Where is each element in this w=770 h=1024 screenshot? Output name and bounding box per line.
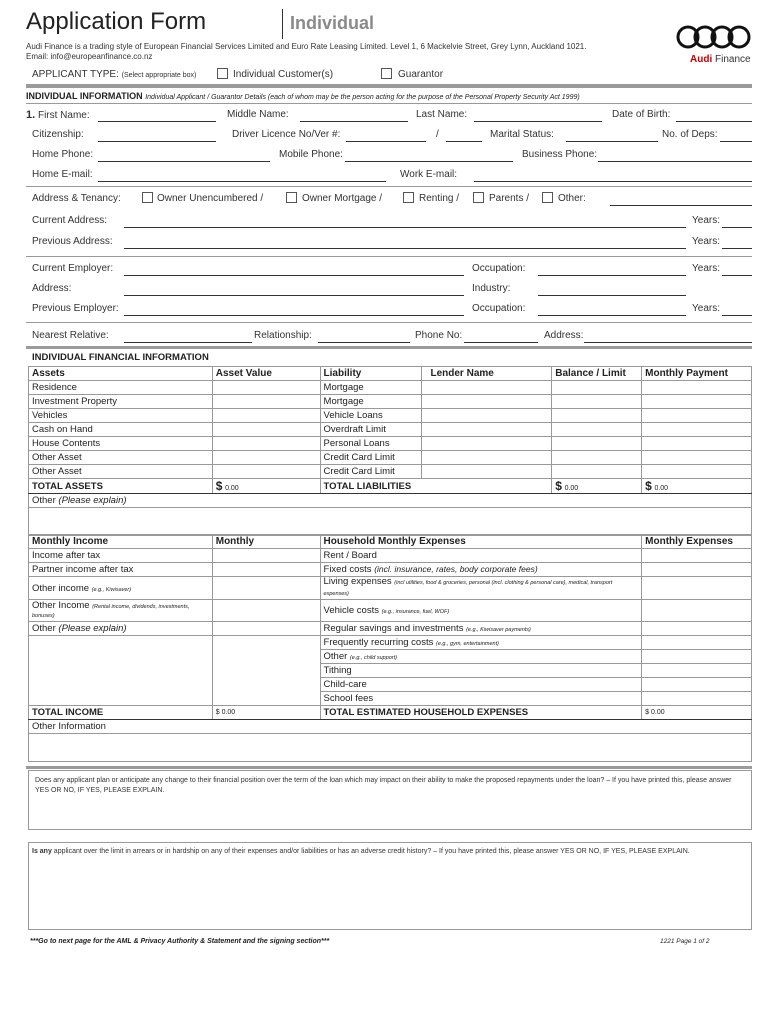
owner-mortgage-checkbox[interactable] — [286, 192, 297, 203]
column-header: Balance / Limit — [552, 367, 642, 381]
balance-cell[interactable] — [552, 409, 642, 423]
asset-value-cell[interactable] — [212, 465, 320, 479]
asset-label: Other Asset — [29, 465, 213, 479]
liability-label: Personal Loans — [320, 437, 422, 451]
deps-label: No. of Deps: — [662, 129, 718, 140]
other-explain-row — [29, 494, 752, 508]
asset-label: Vehicles — [29, 409, 213, 423]
parents-checkbox[interactable] — [473, 192, 484, 203]
income-label: Partner income after tax — [29, 563, 213, 577]
current-address-label: Current Address: — [32, 215, 108, 226]
lender-cell[interactable] — [422, 381, 552, 395]
dob-field[interactable] — [676, 121, 752, 122]
renting-checkbox[interactable] — [403, 192, 414, 203]
licence-number-field[interactable] — [346, 141, 426, 142]
previous-occupation-field[interactable] — [538, 315, 686, 316]
owner-mortgage-label: Owner Mortgage / — [302, 193, 383, 204]
asset-value-cell[interactable] — [212, 409, 320, 423]
employer-years-label: Years: — [692, 263, 720, 274]
phone-no-field[interactable] — [464, 342, 538, 343]
tenancy-label: Address & Tenancy: — [32, 193, 121, 204]
payment-cell[interactable] — [642, 395, 752, 409]
balance-cell[interactable] — [552, 423, 642, 437]
table-row — [29, 549, 752, 563]
table-row — [29, 563, 752, 577]
table-row — [29, 465, 752, 479]
expense-label: Frequently recurring costs (e.g., gym, entertainment) — [320, 636, 642, 650]
audi-rings-logo-icon — [675, 24, 755, 50]
table-row — [29, 577, 752, 600]
guarantor-label: Guarantor — [398, 69, 444, 80]
form-title: Application Form — [26, 8, 207, 35]
nearest-relative-field[interactable] — [124, 342, 252, 343]
payment-cell[interactable] — [642, 465, 752, 479]
liability-label: Credit Card Limit — [320, 465, 422, 479]
table-header-row — [29, 535, 752, 549]
totals-row — [29, 479, 752, 494]
column-header: Household Monthly Expenses — [320, 535, 642, 549]
column-header: Monthly Expenses — [642, 535, 752, 549]
occupation-label: Occupation: — [472, 263, 526, 274]
expense-cell[interactable] — [642, 622, 752, 636]
total-assets-label: TOTAL ASSETS — [29, 479, 213, 494]
employer-address-field[interactable] — [124, 295, 464, 296]
lender-cell[interactable] — [422, 409, 552, 423]
table-row — [29, 622, 752, 636]
guarantor-checkbox[interactable] — [381, 68, 392, 79]
expense-label: Living expenses (incl utilities, food & groceries, personal (incl. clothing & personal care), medical, transport expenses) — [320, 577, 642, 600]
income-label: Other (Please explain) — [29, 622, 213, 636]
asset-value-cell[interactable] — [212, 437, 320, 451]
marital-status-field[interactable] — [566, 141, 658, 142]
expense-label: Child-care — [320, 678, 642, 692]
individual-customer-checkbox[interactable] — [217, 68, 228, 79]
column-header: Monthly Income — [29, 535, 213, 549]
total-expenses-value: $ 0.00 — [642, 706, 752, 720]
divider — [26, 322, 752, 323]
lender-cell[interactable] — [422, 451, 552, 465]
expense-label: Fixed costs (incl. insurance, rates, body corporate fees) — [320, 563, 642, 577]
assets-liabilities-table — [28, 366, 752, 536]
table-header-row — [29, 367, 752, 381]
expense-cell[interactable] — [642, 692, 752, 706]
previous-employer-label: Previous Employer: — [32, 303, 119, 314]
divider — [26, 186, 752, 187]
table-row — [29, 409, 752, 423]
table-row — [29, 437, 752, 451]
liability-label: Mortgage — [320, 395, 422, 409]
balance-cell[interactable] — [552, 451, 642, 465]
individual-info-heading: INDIVIDUAL INFORMATION Individual Applicant / Guarantor Details (each of whom may be the person acting for the purpose of the Personal Property Security Act 1999) — [26, 91, 580, 101]
other-info-field[interactable] — [29, 734, 752, 762]
logo-wordmark: Audi Finance — [690, 54, 751, 65]
expense-cell[interactable] — [642, 600, 752, 622]
other-info-label: Other Information — [29, 720, 752, 734]
employer-address-label: Address: — [32, 283, 72, 294]
current-address-years-label: Years: — [692, 215, 720, 226]
column-header: Liability — [320, 367, 422, 381]
asset-label: Investment Property — [29, 395, 213, 409]
payment-cell[interactable] — [642, 451, 752, 465]
current-employer-label: Current Employer: — [32, 263, 114, 274]
expense-cell[interactable] — [642, 563, 752, 577]
first-name-label: 1. First Name: — [26, 109, 90, 121]
previous-employer-field[interactable] — [124, 315, 464, 316]
lender-cell[interactable] — [422, 423, 552, 437]
expense-label: Rent / Board — [320, 549, 642, 563]
column-header: Lender Name — [422, 367, 552, 381]
section-bar — [26, 346, 752, 349]
home-email-field[interactable] — [98, 181, 386, 182]
column-header: Monthly Payment — [642, 367, 752, 381]
question-2-box[interactable] — [28, 842, 752, 930]
last-name-field[interactable] — [474, 121, 602, 122]
other-tenancy-field[interactable] — [610, 205, 752, 206]
business-phone-field[interactable] — [598, 161, 752, 162]
citizenship-label: Citizenship: — [32, 129, 84, 140]
balance-cell[interactable] — [552, 381, 642, 395]
divider — [26, 256, 752, 257]
other-explain-field-row — [29, 508, 752, 536]
total-liabilities-label: TOTAL LIABILITIES — [320, 479, 552, 494]
payment-cell[interactable] — [642, 409, 752, 423]
other-income-explain-field[interactable] — [29, 636, 213, 706]
expense-cell[interactable] — [642, 664, 752, 678]
income-label: Income after tax — [29, 549, 213, 563]
expense-label: Regular savings and investments (e.g., Kiwisaver payments) — [320, 622, 642, 636]
income-cell[interactable] — [212, 600, 320, 622]
licence-slash: / — [436, 129, 439, 140]
last-name-label: Last Name: — [416, 109, 468, 120]
expense-cell[interactable] — [642, 636, 752, 650]
column-header: Assets — [29, 367, 213, 381]
other-explain-field[interactable] — [29, 508, 752, 536]
other-info-row — [29, 720, 752, 734]
expense-cell[interactable] — [642, 650, 752, 664]
industry-label: Industry: — [472, 283, 511, 294]
relationship-label: Relationship: — [254, 330, 312, 341]
section-bar — [26, 766, 752, 769]
company-line: Audi Finance is a trading style of European Financial Services Limited and Euro Rate Leasing Limited. Level 1, 6 Mackelvie Street, Grey Lynn, Auckland 1021. — [26, 42, 587, 51]
expense-cell[interactable] — [642, 549, 752, 563]
expense-label: Tithing — [320, 664, 642, 678]
title-divider — [282, 9, 283, 39]
asset-label: Residence — [29, 381, 213, 395]
home-phone-field[interactable] — [98, 161, 270, 162]
liability-label: Mortgage — [320, 381, 422, 395]
expense-label: School fees — [320, 692, 642, 706]
question-1-text: Does any applicant plan or anticipate any change to their financial position over the term of the loan which may impact on their ability to make the proposed repayments under the loan? – If you have printed this, please answer YES OR NO, IF YES, PLEASE EXPLAIN. — [35, 777, 732, 794]
other-info-field-row — [29, 734, 752, 762]
work-email-field[interactable] — [474, 181, 752, 182]
applicant-type-label: APPLICANT TYPE: (Select appropriate box) — [32, 69, 197, 80]
current-address-field[interactable] — [124, 227, 686, 228]
divider — [26, 103, 752, 104]
asset-label: Cash on Hand — [29, 423, 213, 437]
financial-info-heading: INDIVIDUAL FINANCIAL INFORMATION — [32, 352, 209, 363]
middle-name-field[interactable] — [300, 121, 408, 122]
home-phone-label: Home Phone: — [32, 149, 94, 160]
balance-cell[interactable] — [552, 465, 642, 479]
current-address-years-field[interactable] — [722, 227, 752, 228]
payment-cell[interactable] — [642, 437, 752, 451]
asset-value-cell[interactable] — [212, 395, 320, 409]
expense-cell[interactable] — [642, 577, 752, 600]
total-income-value: $ 0.00 — [212, 706, 320, 720]
asset-label: House Contents — [29, 437, 213, 451]
mobile-phone-field[interactable] — [345, 161, 513, 162]
industry-field[interactable] — [538, 295, 686, 296]
previous-employer-years-field[interactable] — [722, 315, 752, 316]
income-cell[interactable] — [212, 549, 320, 563]
payment-cell[interactable] — [642, 423, 752, 437]
work-email-label: Work E-mail: — [400, 169, 458, 180]
business-phone-label: Business Phone: — [522, 149, 598, 160]
table-row — [29, 381, 752, 395]
phone-no-label: Phone No: — [415, 330, 463, 341]
marital-status-label: Marital Status: — [490, 129, 554, 140]
table-row — [29, 451, 752, 465]
individual-customer-label: Individual Customer(s) — [233, 69, 334, 80]
licence-label: Driver Licence No/Ver #: — [232, 129, 341, 140]
table-row — [29, 636, 752, 650]
other-tenancy-label: Other: — [558, 193, 586, 204]
total-balance-value: $ 0.00 — [552, 479, 642, 494]
asset-label: Other Asset — [29, 451, 213, 465]
balance-cell[interactable] — [552, 395, 642, 409]
owner-unencumbered-checkbox[interactable] — [142, 192, 153, 203]
first-name-field[interactable] — [98, 121, 216, 122]
payment-cell[interactable] — [642, 381, 752, 395]
income-label: Other income (e.g., Kiwisaver) — [29, 577, 213, 600]
other-explain-label: Other (Please explain) — [29, 494, 752, 508]
home-email-label: Home E-mail: — [32, 169, 93, 180]
income-cell[interactable] — [212, 577, 320, 600]
table-row — [29, 395, 752, 409]
relative-address-label: Address: — [544, 330, 584, 341]
previous-address-years-field[interactable] — [722, 248, 752, 249]
occupation-field[interactable] — [538, 275, 686, 276]
company-info — [26, 42, 586, 62]
footer-note: ***Go to next page for the AML & Privacy Authority & Statement and the signing section*** — [30, 938, 330, 945]
liability-label: Overdraft Limit — [320, 423, 422, 437]
page-number: 1221 Page 1 of 2 — [660, 938, 710, 945]
liability-label: Credit Card Limit — [320, 451, 422, 465]
expense-label: Vehicle costs (e.g., insurance, fuel, WOF) — [320, 600, 642, 622]
renting-label: Renting / — [419, 193, 460, 204]
previous-address-years-label: Years: — [692, 236, 720, 247]
deps-field[interactable] — [720, 141, 752, 142]
expense-label: Other (e.g., child support) — [320, 650, 642, 664]
lender-cell[interactable] — [422, 465, 552, 479]
balance-cell[interactable] — [552, 437, 642, 451]
table-row — [29, 600, 752, 622]
total-expenses-label: TOTAL ESTIMATED HOUSEHOLD EXPENSES — [320, 706, 642, 720]
total-income-label: TOTAL INCOME — [29, 706, 213, 720]
lender-cell[interactable] — [422, 395, 552, 409]
nearest-relative-label: Nearest Relative: — [32, 330, 109, 341]
asset-value-cell[interactable] — [212, 451, 320, 465]
current-employer-field[interactable] — [124, 275, 464, 276]
parents-label: Parents / — [489, 193, 530, 204]
employer-years-field[interactable] — [722, 275, 752, 276]
asset-value-cell[interactable] — [212, 381, 320, 395]
relationship-field[interactable] — [318, 342, 410, 343]
mobile-phone-label: Mobile Phone: — [279, 149, 343, 160]
previous-occupation-label: Occupation: — [472, 303, 526, 314]
licence-version-field[interactable] — [446, 141, 482, 142]
income-expenses-table — [28, 534, 752, 762]
question-1-box[interactable] — [28, 770, 752, 830]
citizenship-field[interactable] — [98, 141, 216, 142]
income-cell[interactable] — [212, 636, 320, 706]
previous-employer-years-label: Years: — [692, 303, 720, 314]
question-2-text: Is any applicant over the limit in arrears or in hardship on any of their expenses and/or liabilities or has an adverse credit history? – If you have printed this, please answer YES OR NO, IF YES, PLEASE EXPLAIN. — [32, 848, 690, 855]
income-cell[interactable] — [212, 622, 320, 636]
total-payment-value: $ 0.00 — [642, 479, 752, 494]
income-label: Other Income (Rental income, dividends, investments, bonuses) — [29, 600, 213, 622]
email-line: Email: info@europeanfinance.co.nz — [26, 52, 153, 61]
relative-address-field[interactable] — [584, 342, 752, 343]
previous-address-field[interactable] — [124, 248, 686, 249]
lender-cell[interactable] — [422, 437, 552, 451]
column-header: Asset Value — [212, 367, 320, 381]
expense-cell[interactable] — [642, 678, 752, 692]
form-subtitle: Individual — [290, 13, 375, 33]
dob-label: Date of Birth: — [612, 109, 671, 120]
column-header: Monthly — [212, 535, 320, 549]
table-row — [29, 423, 752, 437]
total-assets-value: $ 0.00 — [212, 479, 320, 494]
totals-row — [29, 706, 752, 720]
asset-value-cell[interactable] — [212, 423, 320, 437]
owner-unencumbered-label: Owner Unencumbered / — [157, 193, 264, 204]
middle-name-label: Middle Name: — [227, 109, 289, 120]
other-tenancy-checkbox[interactable] — [542, 192, 553, 203]
income-cell[interactable] — [212, 563, 320, 577]
section-bar — [26, 84, 752, 88]
liability-label: Vehicle Loans — [320, 409, 422, 423]
previous-address-label: Previous Address: — [32, 236, 113, 247]
